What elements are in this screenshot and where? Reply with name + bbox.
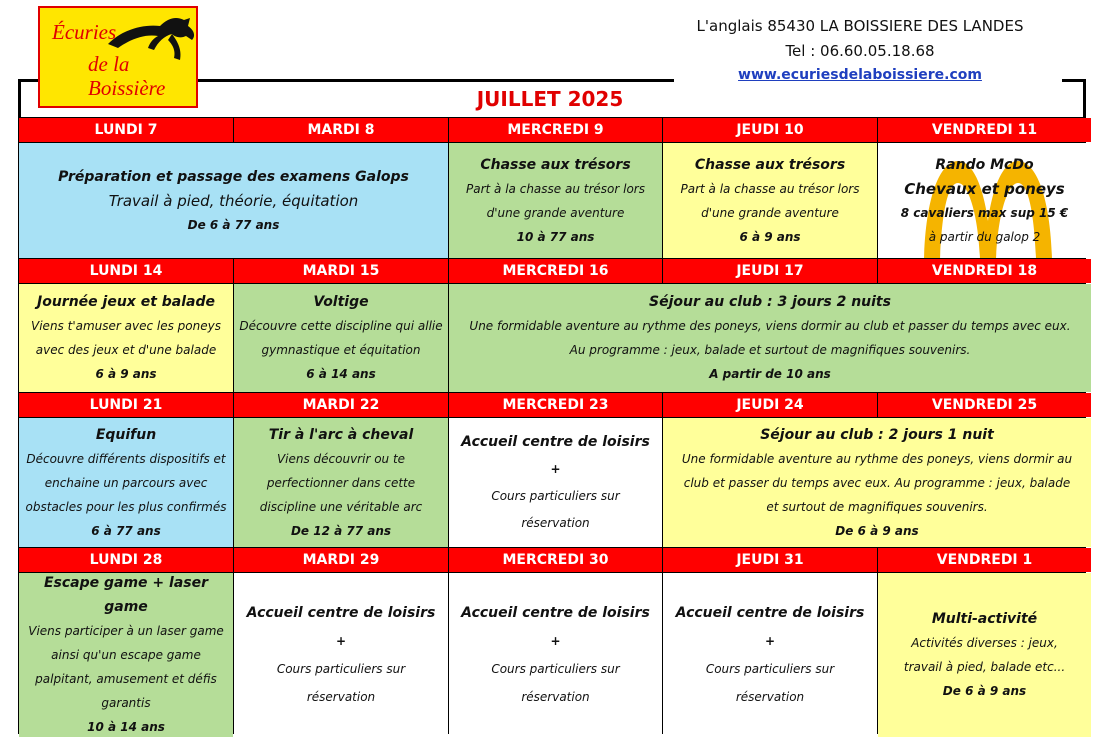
day-header: MARDI 8 xyxy=(234,118,448,142)
activity-age: A partir de 10 ans xyxy=(709,367,831,381)
activity-title: Chasse aux trésors xyxy=(480,156,631,173)
activity-sejour xyxy=(449,284,1091,392)
activity-title: Accueil centre de loisirs xyxy=(461,433,650,450)
activity-desc: Part à la chasse au trésor lors xyxy=(466,181,645,196)
month-title: JUILLET 2025 xyxy=(476,87,624,111)
activity-desc: Part à la chasse au trésor lors xyxy=(680,181,860,196)
activity-desc: Une formidable aventure au rythme des poneys, viens dormir au xyxy=(681,451,1073,466)
activity-age: 6 à 77 ans xyxy=(91,523,161,538)
activity-title: Voltige xyxy=(313,294,369,310)
frame-right xyxy=(1083,79,1086,119)
calendar-grid xyxy=(18,117,1086,734)
activity-desc: avec des jeux et d'une balade xyxy=(35,343,217,357)
activity-title: Journée jeux et balade xyxy=(37,294,215,310)
activity-chasse xyxy=(449,143,662,258)
day-header: LUNDI 21 xyxy=(19,393,233,417)
address: L'anglais 85430 LA BOISSIERE DES LANDES xyxy=(696,17,1024,35)
activity-accueil xyxy=(234,573,448,737)
activity-title: Tir à l'arc à cheval xyxy=(268,426,414,443)
activity-sejour xyxy=(663,418,1091,547)
day-header: MERCREDI 23 xyxy=(449,393,662,417)
activity-desc: 8 cavaliers max sup 15 € xyxy=(900,205,1069,220)
frame-left xyxy=(18,79,21,119)
activity-desc: d'une grande aventure xyxy=(486,205,625,220)
activity-galops xyxy=(19,143,448,258)
activity-age: De 12 à 77 ans xyxy=(290,523,392,538)
activity-desc: club et passer du temps avec eux. Au programme : jeux, balade xyxy=(683,475,1071,490)
activity-chasse xyxy=(663,143,877,258)
activity-desc: Une formidable aventure au rythme des poneys, viens dormir au club et passer du temps avec eux. xyxy=(469,319,1071,333)
activity-jeux xyxy=(19,284,233,392)
activity-age: 10 à 77 ans xyxy=(516,229,595,244)
day-header: MARDI 29 xyxy=(234,548,448,572)
activity-age: 6 à 14 ans xyxy=(306,367,376,381)
activity-desc: enchaine un parcours avec xyxy=(44,475,208,490)
activity-desc: palpitant, amusement et défis xyxy=(35,672,217,686)
activity-title: Chasse aux trésors xyxy=(694,156,846,173)
activity-desc: perfectionner dans cette xyxy=(266,475,416,490)
logo-line2: de la xyxy=(88,52,130,76)
logo xyxy=(38,6,198,108)
activity-accueil xyxy=(449,573,662,737)
activity-desc: réservation xyxy=(521,690,590,704)
activity-desc: Découvre différents dispositifs et xyxy=(26,451,226,466)
activity-desc: Cours particuliers sur xyxy=(491,488,620,503)
activity-desc: Au programme : jeux, balade et surtout de magnifiques souvenirs. xyxy=(569,343,971,357)
logo-line1: Écuries xyxy=(52,20,117,44)
day-header: MERCREDI 30 xyxy=(449,548,662,572)
activity-title: Accueil centre de loisirs xyxy=(675,605,865,621)
plus-sign: + xyxy=(764,634,776,648)
website-link[interactable]: www.ecuriesdelaboissiere.com xyxy=(738,67,982,83)
activity-title: Accueil centre de loisirs xyxy=(461,605,650,621)
plus-sign: + xyxy=(335,634,347,648)
activity-desc: à partir du galop 2 xyxy=(928,229,1041,244)
activity-desc: d'une grande aventure xyxy=(701,205,839,220)
activity-desc: gymnastique et équitation xyxy=(261,343,421,357)
activity-desc: ainsi qu'un escape game xyxy=(51,648,201,662)
day-header: VENDREDI 18 xyxy=(878,259,1091,283)
activity-age: De 6 à 77 ans xyxy=(187,217,280,232)
activity-title: Escape game + laser game xyxy=(43,575,209,615)
day-header: MERCREDI 16 xyxy=(449,259,662,283)
activity-desc: discipline une véritable arc xyxy=(259,499,423,514)
activity-desc: Travail à pied, théorie, équitation xyxy=(108,191,359,210)
day-header: JEUDI 24 xyxy=(663,393,877,417)
activity-desc: Cours particuliers sur xyxy=(491,662,620,676)
day-header: JEUDI 10 xyxy=(663,118,877,142)
phone: Tel : 06.60.05.18.68 xyxy=(785,42,935,60)
activity-desc: garantis xyxy=(101,696,151,710)
activity-voltige xyxy=(234,284,448,392)
activity-desc: Activités diverses : jeux, xyxy=(911,636,1058,650)
activity-desc: réservation xyxy=(521,515,590,530)
activity-title: Accueil centre de loisirs xyxy=(246,605,436,621)
activity-age: 6 à 9 ans xyxy=(739,229,801,244)
plus-sign: + xyxy=(550,461,561,476)
day-header: LUNDI 28 xyxy=(19,548,233,572)
day-header: MARDI 15 xyxy=(234,259,448,283)
day-header: LUNDI 14 xyxy=(19,259,233,283)
activity-rando xyxy=(878,143,1091,258)
activity-age: 10 à 14 ans xyxy=(87,720,165,734)
day-header: VENDREDI 1 xyxy=(878,548,1091,572)
activity-accueil xyxy=(663,573,877,737)
activity-desc: Découvre cette discipline qui allie xyxy=(239,319,443,333)
activity-age: De 6 à 9 ans xyxy=(835,523,919,538)
activity-desc: travail à pied, balade etc... xyxy=(903,660,1066,674)
activity-desc: Viens t'amuser avec les poneys xyxy=(31,319,221,333)
day-header: LUNDI 7 xyxy=(19,118,233,142)
activity-title: Equifun xyxy=(95,426,157,443)
activity-title: Séjour au club : 2 jours 1 nuit xyxy=(760,426,994,443)
activity-subtitle: Chevaux et poneys xyxy=(904,179,1065,198)
activity-escape xyxy=(19,573,233,737)
activity-accueil xyxy=(449,418,662,547)
activity-tir xyxy=(234,418,448,547)
activity-age: De 6 à 9 ans xyxy=(942,684,1027,698)
day-header: VENDREDI 25 xyxy=(878,393,1091,417)
plus-sign: + xyxy=(550,634,561,648)
activity-desc: obstacles pour les plus confirmés xyxy=(25,499,227,514)
activity-desc: et surtout de magnifiques souvenirs. xyxy=(766,499,988,514)
activity-desc: Viens participer à un laser game xyxy=(28,624,224,638)
activity-desc: réservation xyxy=(735,690,805,704)
day-header: JEUDI 17 xyxy=(663,259,877,283)
day-header: VENDREDI 11 xyxy=(878,118,1091,142)
activity-desc: réservation xyxy=(306,690,376,704)
activity-equifun xyxy=(19,418,233,547)
activity-desc: Cours particuliers sur xyxy=(276,662,406,676)
day-header: MARDI 22 xyxy=(234,393,448,417)
activity-title: Séjour au club : 3 jours 2 nuits xyxy=(649,294,891,310)
activity-title: Rando McDo xyxy=(935,156,1034,173)
activity-desc: Viens découvrir ou te xyxy=(276,451,406,466)
day-header: MERCREDI 9 xyxy=(449,118,662,142)
activity-title: Multi-activité xyxy=(931,611,1038,627)
activity-age: 6 à 9 ans xyxy=(95,367,157,381)
logo-line3: Boissière xyxy=(88,76,166,100)
activity-desc: Cours particuliers sur xyxy=(705,662,835,676)
activity-title: Préparation et passage des examens Galops xyxy=(58,168,409,185)
day-header: JEUDI 31 xyxy=(663,548,877,572)
activity-multi xyxy=(878,573,1091,737)
